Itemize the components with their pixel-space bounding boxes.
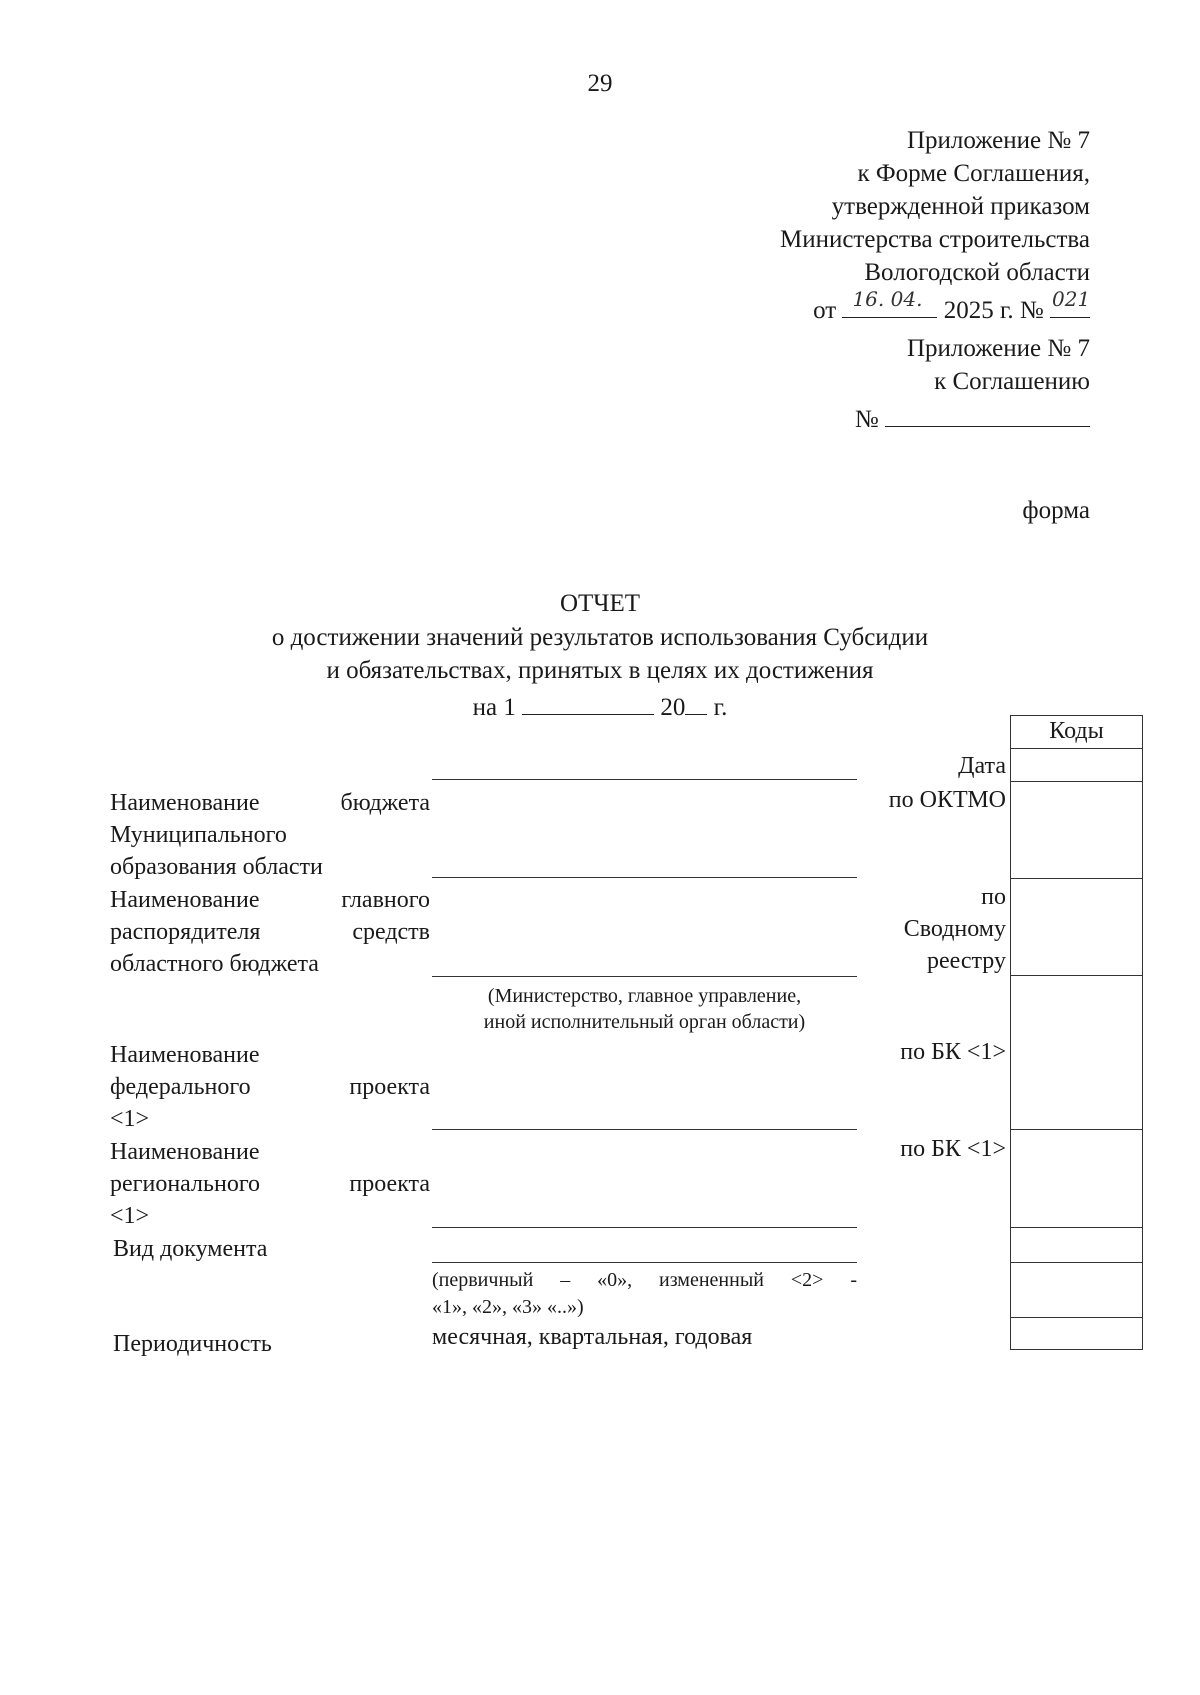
budget-label-line2: Муниципального: [110, 822, 287, 848]
doc-type-hint-line1: (первичный – «0», измененный <2> -: [432, 1269, 857, 1291]
budget-field-line: [432, 877, 857, 878]
codes-label-svodny-2: Сводному: [903, 916, 1006, 942]
date-blank: [842, 289, 937, 318]
appendix-agreement-line2: к Соглашению: [934, 368, 1090, 395]
agreement-number-blank: [885, 398, 1090, 427]
budget-label-line3: образования области: [110, 854, 323, 880]
codes-header: Коды: [1049, 718, 1104, 744]
codes-row-divider: [1010, 748, 1143, 749]
regional-project-label-line3: <1>: [110, 1203, 150, 1229]
appendix-agreement-number-line: [855, 398, 1090, 436]
grbs-field-line: [432, 976, 857, 977]
codes-label-oktmo: по ОКТМО: [888, 787, 1006, 813]
codes-row-divider: [1010, 878, 1143, 879]
codes-label-svodny-1: по: [981, 884, 1006, 910]
date-year: 2025 г. №: [943, 297, 1044, 324]
codes-row-divider: [1010, 781, 1143, 782]
codes-table: [1010, 715, 1143, 1350]
report-date-month-blank: [522, 688, 654, 715]
codes-label-bk-2: по БК <1>: [900, 1136, 1006, 1162]
appendix-form-line2: к Форме Соглашения,: [857, 160, 1090, 187]
regional-project-field-line: [432, 1227, 857, 1228]
appendix-agreement-line1: Приложение № 7: [906, 335, 1090, 362]
grbs-hint-line1: (Министерство, главное управление,: [487, 985, 802, 1007]
periodicity-value: месячная, квартальная, годовая: [432, 1324, 753, 1350]
report-date-suffix: г.: [713, 694, 728, 721]
number-blank: [1050, 289, 1090, 318]
codes-row-divider: [1010, 1129, 1143, 1130]
codes-row-divider: [1010, 1317, 1143, 1318]
codes-label-svodny-3: реестру: [926, 948, 1006, 974]
report-date-century: 20: [660, 694, 686, 721]
doc-type-label: Вид документа: [113, 1236, 268, 1262]
report-subtitle-2: и обязательствах, принятых в целях их достижения: [326, 657, 874, 684]
appendix-form-line1: Приложение № 7: [906, 127, 1090, 154]
report-date-prefix: на 1: [472, 694, 516, 721]
codes-label-bk-1: по БК <1>: [900, 1039, 1006, 1065]
grbs-label-line1: Наименование главного: [110, 887, 430, 913]
date-prefix: от: [813, 297, 837, 324]
appendix-form-line4: Министерства строительства: [779, 226, 1090, 253]
grbs-label-line3: областного бюджета: [110, 951, 319, 977]
handwritten-date: 16. 04.: [852, 287, 923, 311]
federal-project-label-line3: <1>: [110, 1106, 150, 1132]
appendix-agreement-header: [855, 332, 1090, 436]
date-field-line: [432, 779, 857, 780]
federal-project-label-line1: Наименование: [110, 1042, 260, 1068]
report-date-year-blank: [685, 688, 707, 715]
agreement-number-prefix: №: [854, 406, 879, 433]
page-number: 29: [587, 70, 613, 97]
report-subtitle-1: о достижении значений результатов использования Субсидии: [271, 624, 929, 651]
regional-project-label-line1: Наименование: [110, 1139, 260, 1165]
handwritten-number: 021: [1052, 287, 1091, 311]
federal-project-field-line: [432, 1129, 857, 1130]
appendix-form-header: [780, 124, 1090, 327]
grbs-hint-line2: иной исполнительный орган области): [483, 1011, 806, 1033]
codes-label-date: Дата: [958, 753, 1006, 779]
codes-row-divider: [1010, 1227, 1143, 1228]
form-label: форма: [1022, 497, 1090, 524]
codes-row-divider: [1010, 975, 1143, 976]
doc-type-hint-line2: «1», «2», «3» «..»): [432, 1296, 584, 1318]
regional-project-label-line2: регионального проекта: [110, 1171, 430, 1197]
appendix-form-line3: утвержденной приказом: [831, 193, 1090, 220]
doc-type-field-line: [432, 1262, 857, 1263]
periodicity-label: Периодичность: [113, 1331, 272, 1357]
federal-project-label-line2: федерального проекта: [110, 1074, 430, 1100]
grbs-label-line2: распорядителя средств: [110, 919, 430, 945]
appendix-form-date-line: [780, 289, 1090, 327]
report-title: ОТЧЕТ: [559, 590, 641, 617]
appendix-form-line5: Вологодской области: [864, 259, 1090, 286]
codes-row-divider: [1010, 1262, 1143, 1263]
budget-label-line1: Наименование бюджета: [110, 790, 430, 816]
